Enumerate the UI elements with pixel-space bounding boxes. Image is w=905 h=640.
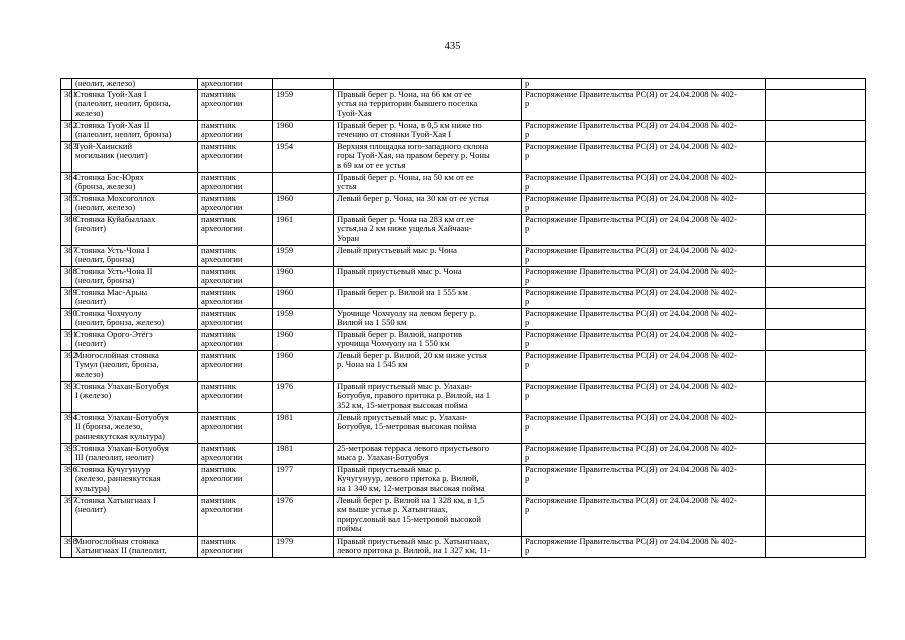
notes-cell: [766, 287, 866, 308]
site-type: памятник археологии: [198, 193, 273, 214]
survey-year: 1959: [273, 308, 334, 329]
site-location: [334, 79, 522, 90]
survey-year: 1976: [273, 495, 334, 536]
site-location: Правый приустьевый мыс р. Хатынгнаах, левого притока р. Вилюй, на 1 327 км, 11-: [334, 536, 522, 557]
legal-document: Распоряжение Правительства РС(Я) от 24.04.2008 № 402- р: [522, 464, 766, 495]
site-type: памятник археологии: [198, 443, 273, 464]
notes-cell: [766, 350, 866, 381]
table-row: [61, 443, 866, 464]
table-row: [61, 245, 866, 266]
site-type: памятник археологии: [198, 172, 273, 193]
site-name: Стоянка Улахан-Ботуобуя I (железо): [72, 381, 198, 412]
legal-document: Распоряжение Правительства РС(Я) от 24.04.2008 № 402- р: [522, 412, 766, 443]
table-row: [61, 172, 866, 193]
survey-year: 1960: [273, 193, 334, 214]
legal-document: Распоряжение Правительства РС(Я) от 24.04.2008 № 402- р: [522, 308, 766, 329]
notes-cell: [766, 536, 866, 557]
row-number: 382: [61, 120, 72, 141]
notes-cell: [766, 443, 866, 464]
site-type: памятник археологии: [198, 141, 273, 172]
legal-document: Распоряжение Правительства РС(Я) от 24.04.2008 № 402- р: [522, 89, 766, 120]
table-row: [61, 381, 866, 412]
site-name: (неолит, железо): [72, 79, 198, 90]
row-number: 386: [61, 214, 72, 245]
site-location: Правый приустьевый мыс р. Чона: [334, 266, 522, 287]
site-name: Стоянка Усть-Чона I (неолит, бронза): [72, 245, 198, 266]
survey-year: 1977: [273, 464, 334, 495]
notes-cell: [766, 412, 866, 443]
survey-year: 1960: [273, 120, 334, 141]
legal-document: Распоряжение Правительства РС(Я) от 24.04.2008 № 402- р: [522, 245, 766, 266]
notes-cell: [766, 214, 866, 245]
site-type: памятник археологии: [198, 287, 273, 308]
survey-year: 1961: [273, 214, 334, 245]
survey-year: 1960: [273, 329, 334, 350]
notes-cell: [766, 495, 866, 536]
site-location: Верхняя площадка юго-западного склона горы Туой-Хая, на правом берегу р. Чоны в 69 км от ее устья: [334, 141, 522, 172]
legal-document: Распоряжение Правительства РС(Я) от 24.04.2008 № 402- р: [522, 141, 766, 172]
row-number: 389: [61, 287, 72, 308]
site-type: памятник археологии: [198, 536, 273, 557]
table-row: [61, 141, 866, 172]
site-name: Стоянка Усть-Чона II (неолит, бронза): [72, 266, 198, 287]
table-row: [61, 495, 866, 536]
site-type: памятник археологии: [198, 412, 273, 443]
page-number: 435: [444, 41, 461, 52]
notes-cell: [766, 193, 866, 214]
legal-document: Распоряжение Правительства РС(Я) от 24.04.2008 № 402- р: [522, 120, 766, 141]
notes-cell: [766, 89, 866, 120]
legal-document: Распоряжение Правительства РС(Я) от 24.04.2008 № 402- р: [522, 495, 766, 536]
row-number: 396: [61, 464, 72, 495]
site-location: Левый берег р. Чона, на 30 км от ее устья: [334, 193, 522, 214]
row-number: 394: [61, 412, 72, 443]
table-row: [61, 350, 866, 381]
site-type: памятник археологии: [198, 308, 273, 329]
site-name: Стоянка Туой-Хая I (палеолит, неолит, бронза, железо): [72, 89, 198, 120]
table-row: [61, 89, 866, 120]
table-row: [61, 193, 866, 214]
legal-document: Распоряжение Правительства РС(Я) от 24.04.2008 № 402- р: [522, 536, 766, 557]
table-row: [61, 308, 866, 329]
row-number: 381: [61, 89, 72, 120]
site-name: Многослойная стоянка Тумул (неолит, бронза, железо): [72, 350, 198, 381]
site-type: памятник археологии: [198, 495, 273, 536]
row-number: 397: [61, 495, 72, 536]
row-number: 392: [61, 350, 72, 381]
table-row: [61, 287, 866, 308]
site-location: Левый приустьевый мыс р. Улахан- Ботуобуя, 15-метровая высокая пойма: [334, 412, 522, 443]
site-type: памятник археологии: [198, 245, 273, 266]
site-type: памятник археологии: [198, 350, 273, 381]
site-name: Стоянка Улахан-Ботуобуя III (палеолит, неолит): [72, 443, 198, 464]
survey-year: 1960: [273, 287, 334, 308]
legal-document: Распоряжение Правительства РС(Я) от 24.04.2008 № 402- р: [522, 266, 766, 287]
table-row: [61, 266, 866, 287]
notes-cell: [766, 172, 866, 193]
row-number: [61, 79, 72, 90]
survey-year: 1981: [273, 443, 334, 464]
survey-year: 1981: [273, 412, 334, 443]
table-row: [61, 79, 866, 90]
site-location: Левый приустьевый мыс р. Чона: [334, 245, 522, 266]
row-number: 393: [61, 381, 72, 412]
notes-cell: [766, 141, 866, 172]
survey-year: 1959: [273, 89, 334, 120]
notes-cell: [766, 381, 866, 412]
table-row: [61, 464, 866, 495]
site-name: Многослойная стоянка Хатынгнаах II (палеолит,: [72, 536, 198, 557]
monuments-table: [60, 78, 866, 558]
site-name: Стоянка Бэс-Юрях (бронза, железо): [72, 172, 198, 193]
site-location: Правый приустьевый мыс р. Улахан- Ботуобуя, правого притока р. Вилюй, на 1 352 км, 15-метровая высокая пойма: [334, 381, 522, 412]
row-number: 387: [61, 245, 72, 266]
notes-cell: [766, 329, 866, 350]
site-name: Стоянка Орого-Этёгэ (неолит): [72, 329, 198, 350]
site-name: Стоянка Мохсоголлох (неолит, железо): [72, 193, 198, 214]
row-number: 385: [61, 193, 72, 214]
site-type: памятник археологии: [198, 89, 273, 120]
table-row: [61, 536, 866, 557]
site-type: памятник археологии: [198, 381, 273, 412]
site-type: памятник археологии: [198, 329, 273, 350]
survey-year: [273, 79, 334, 90]
table-row: [61, 329, 866, 350]
site-location: Правый берег р. Чона, в 0,5 км ниже по течению от стоянки Туой-Хая I: [334, 120, 522, 141]
notes-cell: [766, 266, 866, 287]
row-number: 398: [61, 536, 72, 557]
survey-year: 1960: [273, 266, 334, 287]
site-location: Правый приустьевый мыс р. Кучугунуур, левого притока р. Вилюй, на 1 340 км, 12-метровая высокая пойма: [334, 464, 522, 495]
legal-document: Распоряжение Правительства РС(Я) от 24.04.2008 № 402- р: [522, 350, 766, 381]
legal-document: Распоряжение Правительства РС(Я) от 24.04.2008 № 402- р: [522, 193, 766, 214]
site-location: Правый берег р. Чона, на 66 км от ее устья на территории бывшего поселка Туой-Хая: [334, 89, 522, 120]
survey-year: 1959: [273, 245, 334, 266]
row-number: 383: [61, 141, 72, 172]
row-number: 384: [61, 172, 72, 193]
site-location: Урочище Чохчуолу на левом берегу р. Вилюй на 1 550 км: [334, 308, 522, 329]
site-type: памятник археологии: [198, 266, 273, 287]
site-type: памятник археологии: [198, 464, 273, 495]
site-type: памятник археологии: [198, 120, 273, 141]
table-row: [61, 412, 866, 443]
site-name: Стоянка Чохчуолу (неолит, бронза, железо): [72, 308, 198, 329]
legal-document: Распоряжение Правительства РС(Я) от 24.04.2008 № 402- р: [522, 172, 766, 193]
legal-document: р: [522, 79, 766, 90]
site-type: памятник археологии: [198, 214, 273, 245]
legal-document: Распоряжение Правительства РС(Я) от 24.04.2008 № 402- р: [522, 443, 766, 464]
row-number: 390: [61, 308, 72, 329]
notes-cell: [766, 245, 866, 266]
site-location: Правый берег р. Чона на 283 км от ее устья,на 2 км ниже ущелья Хайчаан- Уоран: [334, 214, 522, 245]
site-location: Правый берег р. Вилюй, напротив урочища Чохчуолу на 1 550 км: [334, 329, 522, 350]
site-location: Левый берег р. Вилюй, 20 км ниже устья р. Чона на 1 545 км: [334, 350, 522, 381]
site-name: Стоянка Улахан-Ботуобуя II (бронза, железо, раннеякутская культура): [72, 412, 198, 443]
table-row: [61, 120, 866, 141]
notes-cell: [766, 308, 866, 329]
site-name: Стоянка Туой-Хая II (палеолит, неолит, бронза): [72, 120, 198, 141]
site-type: археологии: [198, 79, 273, 90]
survey-year: 1979: [273, 536, 334, 557]
survey-year: 1954: [273, 141, 334, 172]
site-location: Правый берег р. Вилюй на 1 555 км: [334, 287, 522, 308]
survey-year: 1976: [273, 381, 334, 412]
monuments-table-body: [61, 79, 866, 558]
table-row: [61, 214, 866, 245]
survey-year: 1960: [273, 350, 334, 381]
row-number: 388: [61, 266, 72, 287]
site-name: Стоянка Хатынгнаах I (неолит): [72, 495, 198, 536]
site-name: Стоянка Кучугунуур (железо, раннеякутская культура): [72, 464, 198, 495]
site-name: Стоянка Куйабыллаах (неолит): [72, 214, 198, 245]
notes-cell: [766, 464, 866, 495]
site-name: Стоянка Мас-Арыы (неолит): [72, 287, 198, 308]
site-location: Левый берег р. Вилюй на 1 328 км, в 1,5 км выше устья р. Хатынгнаах, прирусловый вал 15-метровой высокой поймы: [334, 495, 522, 536]
legal-document: Распоряжение Правительства РС(Я) от 24.04.2008 № 402- р: [522, 287, 766, 308]
site-name: Туой-Хаинский могильник (неолит): [72, 141, 198, 172]
legal-document: Распоряжение Правительства РС(Я) от 24.04.2008 № 402- р: [522, 329, 766, 350]
legal-document: Распоряжение Правительства РС(Я) от 24.04.2008 № 402- р: [522, 214, 766, 245]
row-number: 395: [61, 443, 72, 464]
notes-cell: [766, 120, 866, 141]
row-number: 391: [61, 329, 72, 350]
survey-year: [273, 172, 334, 193]
legal-document: Распоряжение Правительства РС(Я) от 24.04.2008 № 402- р: [522, 381, 766, 412]
notes-cell: [766, 79, 866, 90]
site-location: 25-метровая терраса левого приустьевого мыса р. Улахан-Ботуобуя: [334, 443, 522, 464]
site-location: Правый берег р. Чоны, на 50 км от ее устья: [334, 172, 522, 193]
